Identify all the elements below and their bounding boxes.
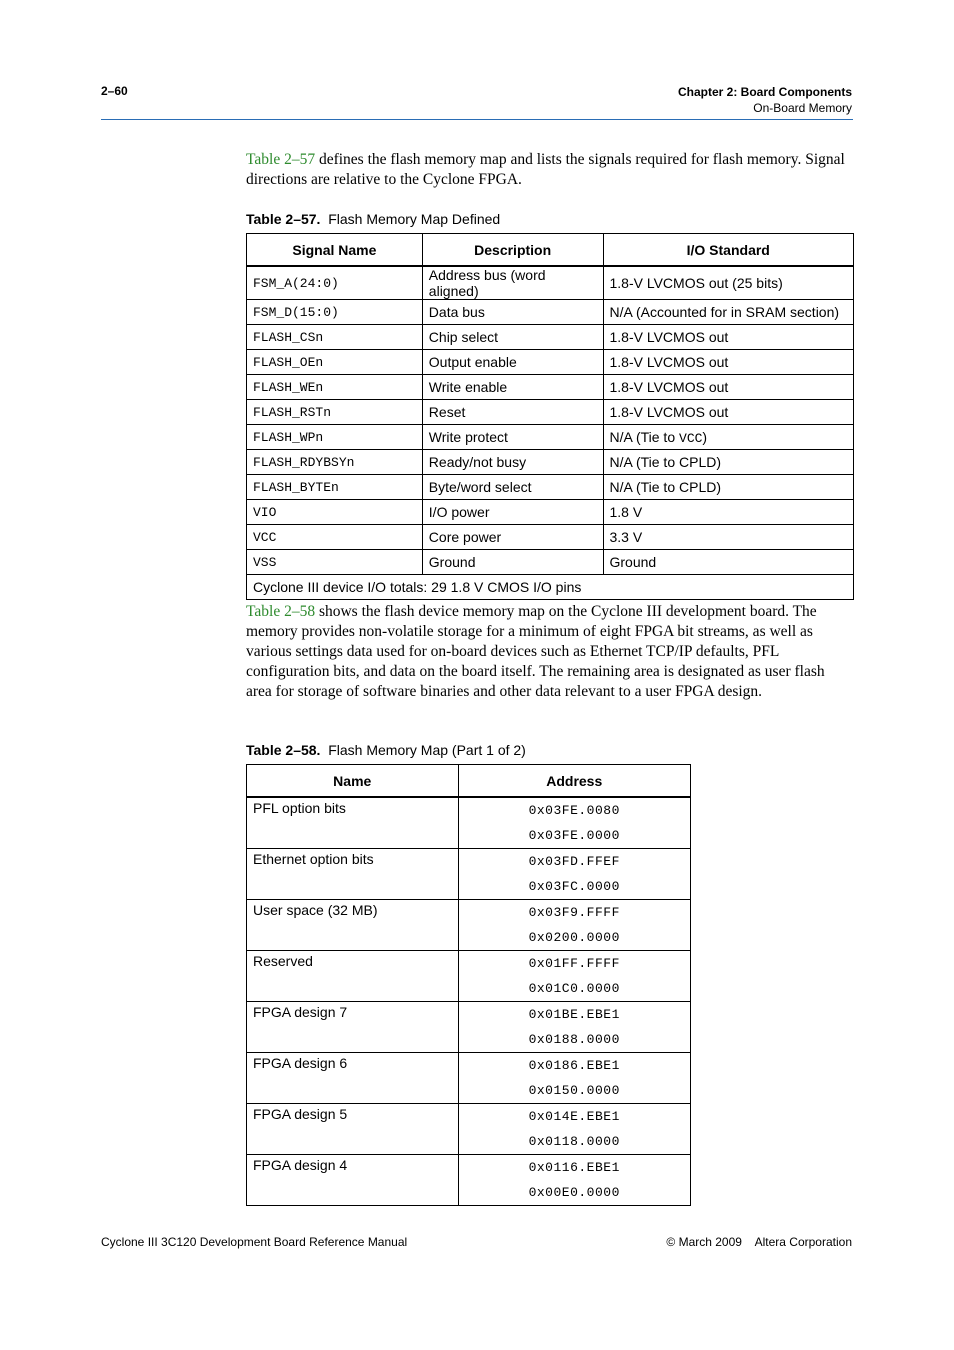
start-address: 0x0200.0000 (528, 930, 620, 945)
table-header-row (247, 234, 854, 267)
column-header: Description (422, 234, 603, 267)
io-standard-cell: Ground (603, 550, 854, 575)
column-header: Address (458, 765, 691, 798)
flash-memory-map-table (246, 764, 691, 1206)
column-header: Signal Name (247, 234, 423, 267)
address-cell (458, 1155, 691, 1206)
column-header: Name (247, 765, 459, 798)
table-totals-row (247, 575, 854, 600)
end-address: 0x01BE.EBE1 (528, 1007, 620, 1022)
table-row (247, 266, 854, 300)
address-cell (458, 900, 691, 951)
intro-text: defines the flash memory map and lists the signals required for flash memory. Signal directions are relative to the Cyclone FPGA. (246, 151, 845, 188)
region-name-cell: Reserved (247, 951, 459, 1002)
column-header: I/O Standard (603, 234, 854, 267)
table-row (247, 900, 691, 951)
table-57-label: Table 2–57. (246, 211, 321, 227)
page-number: 2–60 (101, 84, 128, 98)
start-address: 0x0150.0000 (528, 1083, 620, 1098)
io-standard-cell: 1.8-V LVCMOS out (603, 375, 854, 400)
table-header-row (247, 765, 691, 798)
signal-name-cell: VCC (247, 525, 423, 550)
io-standard-part: N/A (Tie to (609, 428, 680, 445)
table-row (247, 1104, 691, 1155)
end-address: 0x03FE.0080 (528, 803, 620, 818)
address-cell (458, 1053, 691, 1104)
io-totals: Cyclone III device I/O totals: 29 1.8 V CMOS I/O pins (247, 575, 854, 600)
description-cell: Data bus (422, 300, 603, 325)
footer-manual-title: Cyclone III 3C120 Development Board Reference Manual (101, 1235, 408, 1249)
table-row (247, 300, 854, 325)
description-cell: Write protect (422, 425, 603, 450)
region-name-cell: FPGA design 7 (247, 1002, 459, 1053)
signal-name-cell: FLASH_WPn (247, 425, 423, 450)
memory-map-text: shows the flash device memory map on the Cyclone III development board. The memory provides non-volatile storage for a minimum of eight FPGA bit streams, as well as various settings data used for on-board devices such as Ethernet TCP/IP defaults, PFL configuration bits, and data on the board itself. The remaining area is designated as user flash area for storage of software binaries and other data relevant to a user FPGA design. (246, 603, 825, 700)
flash-signal-table (246, 233, 854, 600)
table-row (247, 450, 854, 475)
signal-name-cell: FLASH_RSTn (247, 400, 423, 425)
table-57-title: Flash Memory Map Defined (328, 211, 501, 227)
table-58-title: Flash Memory Map (Part 1 of 2) (328, 742, 526, 758)
table-row (247, 500, 854, 525)
table-row (247, 375, 854, 400)
start-address: 0x00E0.0000 (528, 1185, 620, 1200)
io-standard-cell: 1.8-V LVCMOS out (25 bits) (603, 266, 854, 300)
io-standard-cell: 3.3 V (603, 525, 854, 550)
footer-copyright: © March 2009 Altera Corporation (666, 1235, 852, 1249)
description-cell: Ready/not busy (422, 450, 603, 475)
chapter-title: Chapter 2: Board Components (677, 85, 852, 99)
signal-name-cell: FLASH_BYTEn (247, 475, 423, 500)
table-row (247, 1053, 691, 1104)
io-standard-part: VCC (679, 430, 703, 446)
io-standard-cell: N/A (Accounted for in SRAM section) (603, 300, 854, 325)
end-address: 0x03FD.FFEF (528, 854, 620, 869)
table-row (247, 849, 691, 900)
start-address: 0x03FE.0000 (528, 828, 620, 843)
io-standard-cell: 1.8 V (603, 500, 854, 525)
region-name-cell: Ethernet option bits (247, 849, 459, 900)
io-standard-cell: N/A (Tie to CPLD) (603, 450, 854, 475)
description-cell: Ground (422, 550, 603, 575)
table-row (247, 550, 854, 575)
description-cell: Core power (422, 525, 603, 550)
start-address: 0x0188.0000 (528, 1032, 620, 1047)
address-cell (458, 797, 691, 849)
region-name-cell: User space (32 MB) (247, 900, 459, 951)
table-row (247, 350, 854, 375)
table-58-label: Table 2–58. (246, 742, 321, 758)
table-row (247, 475, 854, 500)
table-row (247, 1002, 691, 1053)
description-cell: Chip select (422, 325, 603, 350)
section-title: On-Board Memory (753, 101, 852, 115)
table-row (247, 951, 691, 1002)
io-standard-cell: 1.8-V LVCMOS out (603, 400, 854, 425)
table-58-caption (246, 742, 526, 758)
table-row (247, 425, 854, 450)
table-row (247, 1155, 691, 1206)
signal-name-cell: FLASH_RDYBSYn (247, 450, 423, 475)
table-row (247, 797, 691, 849)
address-cell (458, 951, 691, 1002)
header-rule (101, 119, 853, 120)
start-address: 0x03FC.0000 (528, 879, 620, 894)
address-cell (458, 849, 691, 900)
end-address: 0x0186.EBE1 (528, 1058, 620, 1073)
description-cell: I/O power (422, 500, 603, 525)
signal-name-cell: FLASH_CSn (247, 325, 423, 350)
end-address: 0x03F9.FFFF (528, 905, 620, 920)
table-row (247, 525, 854, 550)
signal-name-cell: FLASH_OEn (247, 350, 423, 375)
signal-name-cell: VIO (247, 500, 423, 525)
io-standard-cell: 1.8-V LVCMOS out (603, 325, 854, 350)
region-name-cell: FPGA design 4 (247, 1155, 459, 1206)
intro-paragraph (246, 150, 852, 190)
table-57-caption (246, 211, 500, 227)
signal-name-cell: FSM_A(24:0) (247, 266, 423, 300)
region-name-cell: PFL option bits (247, 797, 459, 849)
io-standard-part: ) (702, 428, 708, 445)
memory-map-paragraph (246, 602, 852, 702)
address-cell (458, 1104, 691, 1155)
table-row (247, 325, 854, 350)
description-cell: Reset (422, 400, 603, 425)
start-address: 0x0118.0000 (528, 1134, 620, 1149)
table-2-58-link[interactable]: Table 2–58 (246, 603, 316, 620)
end-address: 0x014E.EBE1 (528, 1109, 620, 1124)
running-header (678, 84, 852, 116)
io-standard-cell: N/A (Tie to CPLD) (603, 475, 854, 500)
signal-name-cell: FLASH_WEn (247, 375, 423, 400)
io-standard-cell (603, 425, 854, 450)
table-2-57-link[interactable]: Table 2–57 (246, 151, 316, 168)
end-address: 0x01FF.FFFF (528, 956, 620, 971)
region-name-cell: FPGA design 5 (247, 1104, 459, 1155)
end-address: 0x0116.EBE1 (528, 1160, 620, 1175)
io-standard-cell: 1.8-V LVCMOS out (603, 350, 854, 375)
description-cell: Output enable (422, 350, 603, 375)
signal-name-cell: VSS (247, 550, 423, 575)
signal-name-cell: FSM_D(15:0) (247, 300, 423, 325)
address-cell (458, 1002, 691, 1053)
region-name-cell: FPGA design 6 (247, 1053, 459, 1104)
description-cell: Write enable (422, 375, 603, 400)
description-cell: Byte/word select (422, 475, 603, 500)
table-row (247, 400, 854, 425)
description-cell: Address bus (word aligned) (422, 266, 603, 300)
start-address: 0x01C0.0000 (528, 981, 620, 996)
